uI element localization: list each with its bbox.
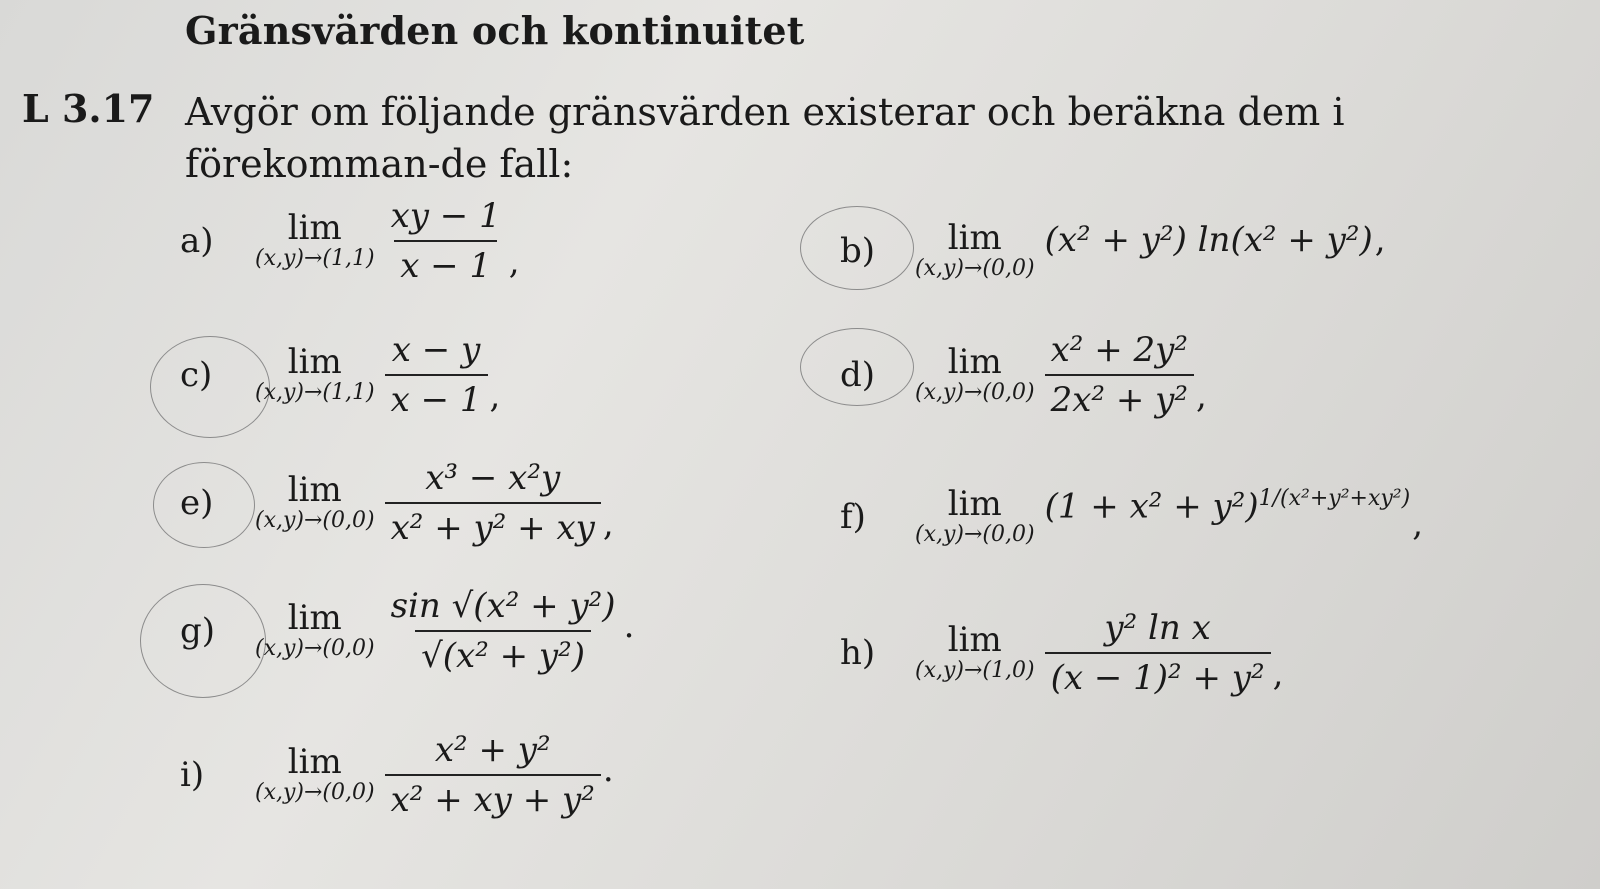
denominator: x − 1	[394, 240, 497, 286]
punctuation: ,	[1195, 376, 1207, 416]
denominator: √(x² + y²)	[415, 630, 591, 676]
item-c	[180, 330, 500, 420]
numerator: sin √(x² + y²)	[390, 586, 616, 626]
limit-operator	[255, 472, 375, 534]
expression: (x² + y²) ln(x² + y²)	[1044, 220, 1373, 260]
denominator: x² + xy + y²	[385, 774, 601, 820]
limit-operator	[255, 744, 375, 806]
punctuation: ,	[508, 242, 520, 282]
lim-word: lim	[287, 470, 342, 510]
base: (1 + x² + y²)	[1044, 486, 1259, 527]
numerator: xy − 1	[390, 196, 501, 236]
lim-subscript: (x,y)→(1,0)	[915, 658, 1035, 683]
numerator: y² ln x	[1104, 608, 1211, 648]
numerator: x − y	[391, 330, 481, 370]
lim-word: lim	[287, 342, 342, 382]
lim-word: lim	[947, 342, 1002, 382]
punctuation: ,	[489, 376, 501, 416]
limit-operator	[255, 344, 375, 406]
limit-operator	[255, 210, 375, 272]
punctuation: ,	[1412, 504, 1423, 544]
item-label: e)	[180, 483, 214, 523]
limit-operator	[915, 486, 1035, 548]
lim-subscript: (x,y)→(0,0)	[255, 508, 375, 533]
item-label: b)	[840, 231, 876, 271]
punctuation: ,	[1374, 220, 1386, 260]
problem-number: L 3.17	[22, 86, 155, 131]
exponent: 1/(x²+y²+xy²)	[1258, 486, 1411, 511]
item-label: c)	[180, 355, 213, 395]
numerator: x² + y²	[434, 730, 551, 770]
denominator: (x − 1)² + y²	[1045, 652, 1271, 698]
lim-subscript: (x,y)→(1,1)	[255, 246, 375, 271]
item-b	[840, 220, 1386, 282]
lim-word: lim	[947, 218, 1002, 258]
lim-subscript: (x,y)→(1,1)	[255, 380, 375, 405]
lim-word: lim	[947, 484, 1002, 524]
lim-subscript: (x,y)→(0,0)	[915, 256, 1035, 281]
lim-subscript: (x,y)→(0,0)	[255, 636, 375, 661]
lim-subscript: (x,y)→(0,0)	[255, 780, 375, 805]
fraction	[385, 586, 622, 676]
item-label: i)	[180, 755, 205, 795]
limit-operator	[255, 600, 375, 662]
lim-word: lim	[947, 620, 1002, 660]
fraction	[385, 330, 488, 420]
problem-prompt: Avgör om följande gränsvärden existerar och beräkna dem i förekomman-de fall:	[185, 90, 1345, 186]
fraction	[1045, 330, 1194, 420]
numerator: x² + 2y²	[1050, 330, 1188, 370]
lim-subscript: (x,y)→(0,0)	[915, 380, 1035, 405]
denominator: x² + y² + xy	[385, 502, 601, 548]
lim-subscript: (x,y)→(0,0)	[915, 522, 1035, 547]
item-g	[180, 586, 634, 676]
lim-word: lim	[287, 742, 342, 782]
limit-operator	[915, 344, 1035, 406]
item-h	[840, 608, 1283, 698]
punctuation: ,	[602, 504, 614, 544]
item-f	[840, 486, 1423, 548]
fraction	[385, 458, 601, 548]
denominator: x − 1	[385, 374, 488, 420]
item-i	[180, 730, 614, 820]
punctuation: ,	[1272, 654, 1284, 694]
item-label: d)	[840, 355, 876, 395]
limit-operator	[915, 220, 1035, 282]
item-label: g)	[180, 611, 216, 651]
limit-operator	[915, 622, 1035, 684]
lim-word: lim	[287, 208, 342, 248]
expression	[1045, 486, 1411, 526]
item-label: f)	[840, 497, 866, 537]
item-label: a)	[180, 221, 214, 261]
numerator: x³ − x²y	[425, 458, 561, 498]
item-label: h)	[840, 633, 876, 673]
lim-word: lim	[287, 598, 342, 638]
fraction	[1045, 608, 1271, 698]
punctuation: .	[623, 606, 635, 646]
fraction	[385, 196, 507, 286]
section-heading: Gränsvärden och kontinuitet	[185, 8, 805, 53]
denominator: 2x² + y²	[1045, 374, 1194, 420]
item-e	[180, 458, 614, 548]
item-a	[180, 196, 520, 286]
fraction	[385, 730, 601, 820]
item-d	[840, 330, 1207, 420]
punctuation: .	[602, 750, 614, 790]
